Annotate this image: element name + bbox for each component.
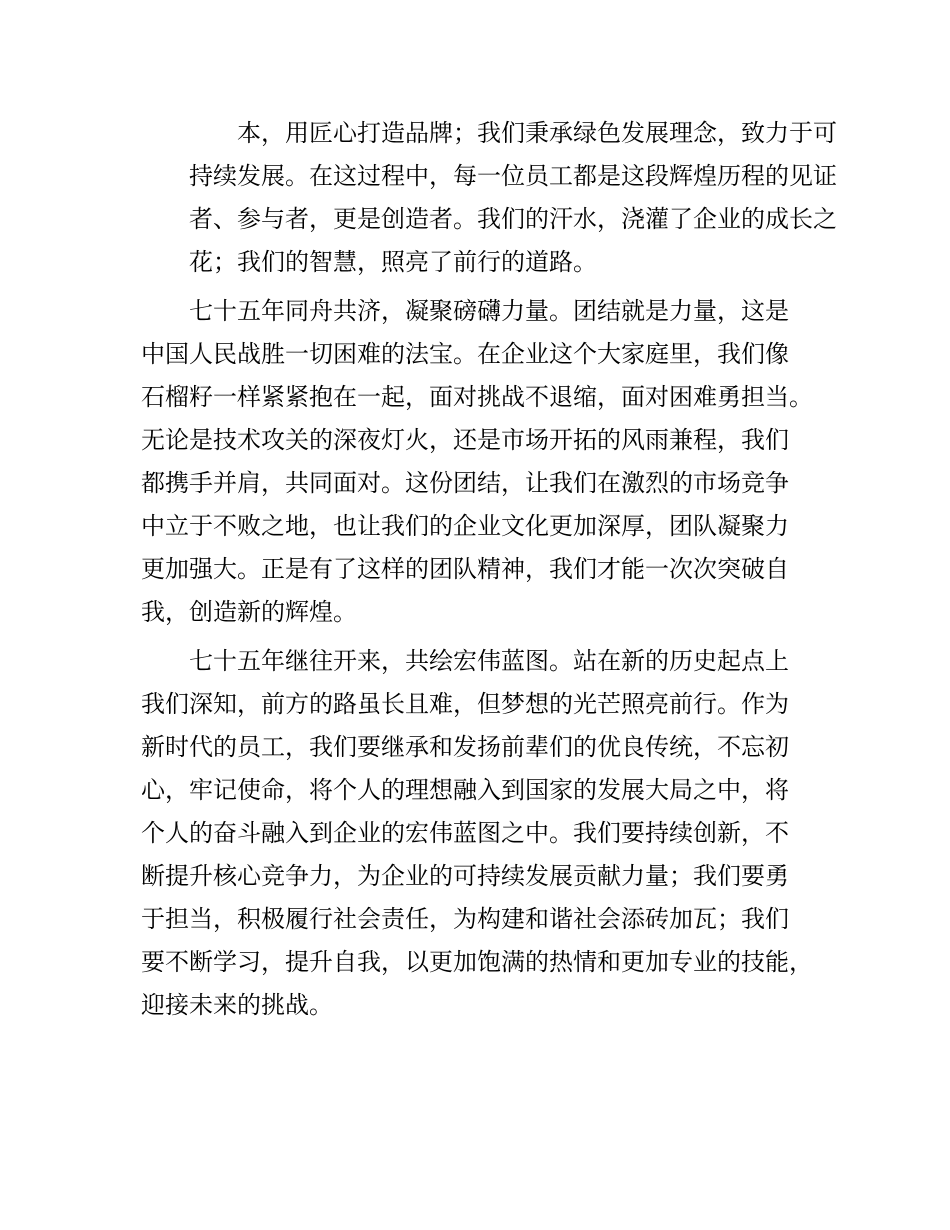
paragraph-3-line-8: 要不断学习，提升自我，以更加饱满的热情和更加专业的技能， xyxy=(141,948,813,976)
paragraph-3-line-7: 于担当，积极履行社会责任，为构建和谐社会添砖加瓦；我们 xyxy=(141,905,789,933)
paragraph-3-line-1: 七十五年继往开来，共绘宏伟蓝图。站在新的历史起点上 xyxy=(189,647,789,675)
paragraph-3-line-2: 我们深知，前方的路虽长且难，但梦想的光芒照亮前行。作为 xyxy=(141,690,789,718)
paragraph-3 xyxy=(141,640,821,1027)
paragraph-1-line-4: 花；我们的智慧，照亮了前行的道路。 xyxy=(189,248,597,276)
paragraph-2-line-5: 都携手并肩，共同面对。这份团结，让我们在激烈的市场竞争 xyxy=(141,469,789,497)
paragraph-1-line-2: 持续发展。在这过程中，每一位员工都是这段辉煌历程的见证 xyxy=(189,162,837,190)
paragraph-2-line-8: 我，创造新的辉煌。 xyxy=(141,598,357,626)
paragraph-1-line-1: 本，用匠心打造品牌；我们秉承绿色发展理念，致力于可 xyxy=(237,119,837,147)
body-text xyxy=(141,112,837,1033)
paragraph-2 xyxy=(141,290,821,634)
paragraph-3-line-3: 新时代的员工，我们要继承和发扬前辈们的优良传统，不忘初 xyxy=(141,733,789,761)
paragraph-3-line-6: 断提升核心竞争力，为企业的可持续发展贡献力量；我们要勇 xyxy=(141,862,789,890)
paragraph-2-line-4: 无论是技术攻关的深夜灯火，还是市场开拓的风雨兼程，我们 xyxy=(141,426,789,454)
paragraph-2-line-1: 七十五年同舟共济，凝聚磅礴力量。团结就是力量，这是 xyxy=(189,297,789,325)
paragraph-1-line-3: 者、参与者，更是创造者。我们的汗水，浇灌了企业的成长之 xyxy=(189,205,837,233)
paragraph-2-line-6: 中立于不败之地，也让我们的企业文化更加深厚，团队凝聚力 xyxy=(141,512,789,540)
paragraph-3-line-5: 个人的奋斗融入到企业的宏伟蓝图之中。我们要持续创新，不 xyxy=(141,819,789,847)
paragraph-1 xyxy=(141,112,837,284)
paragraph-3-line-9: 迎接未来的挑战。 xyxy=(141,991,333,1019)
paragraph-2-line-7: 更加强大。正是有了这样的团队精神，我们才能一次次突破自 xyxy=(141,555,789,583)
paragraph-2-line-3: 石榴籽一样紧紧抱在一起，面对挑战不退缩，面对困难勇担当。 xyxy=(141,383,813,411)
paragraph-2-line-2: 中国人民战胜一切困难的法宝。在企业这个大家庭里，我们像 xyxy=(141,340,789,368)
paragraph-3-line-4: 心，牢记使命，将个人的理想融入到国家的发展大局之中，将 xyxy=(141,776,789,804)
